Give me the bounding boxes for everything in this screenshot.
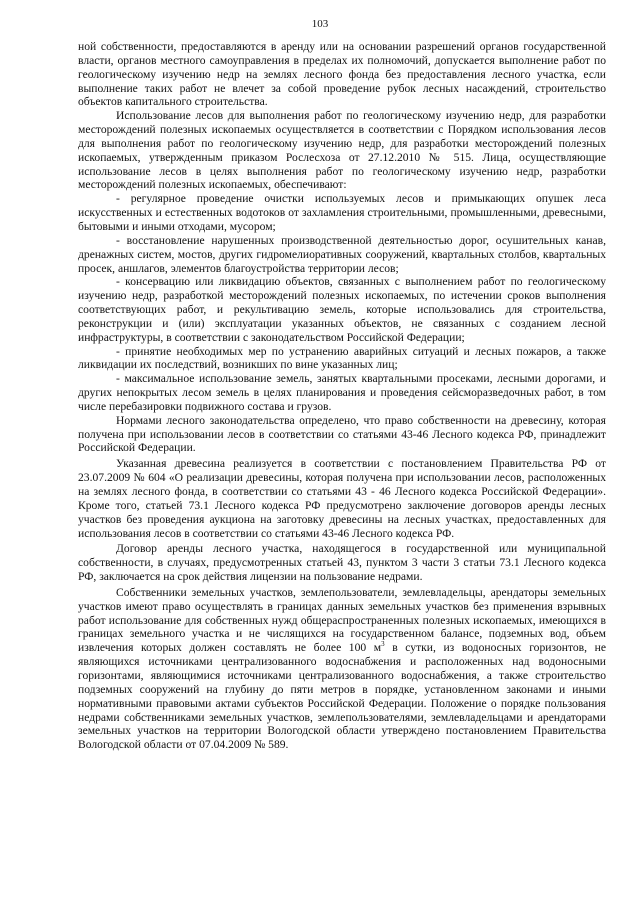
paragraph-1: ной собственности, предоставляются в аренду или на основании разрешений органов государственной власти, органов местного самоуправления в пределах их полномочий, допускается выполнение работ по геологическому изучению недр на землях лесного фонда без предоставления лесного участка, если выполнение таких работ не влечет за собой проведение рубок лесных насаждений, строительство объектов капитального строительства. bbox=[78, 40, 606, 109]
document-body bbox=[78, 40, 606, 752]
paragraph-2: Использование лесов для выполнения работ по геологическому изучению недр, для разработки месторождений полезных ископаемых осуществляется в соответствии с Порядком использования лесов для выполнения работ по геологическому изучению недр, для разработки месторождений полезных ископаемых, утвержденным приказом Рослесхоза от 27.12.2010 № 515. Лица, осуществляющие использование лесов в целях выполнения работ по геологическому изучению недр, разработки месторождений полезных ископаемых, обеспечивают: bbox=[78, 109, 606, 192]
page-number: 103 bbox=[311, 18, 329, 30]
paragraph-landowner-rights bbox=[78, 586, 606, 752]
paragraph-timber-sale: Указанная древесина реализуется в соответствии с постановлением Правительства РФ от 23.07.2009 № 604 «О реализации древесины, которая получена при использовании лесов, расположенных на землях лесного фонда, в соответствии со статьями 43 - 46 Лесного кодекса Российской Федерации». Кроме того, статьей 73.1 Лесного кодекса РФ предусмотрено заключение договоров аренды лесных участков без проведения аукциона на заготовку древесины на лесных участках, предоставленных для использования лесов в соответствии со статьями 43-46 Лесного кодекса РФ. bbox=[78, 457, 606, 540]
cubic-superscript: 3 bbox=[381, 640, 385, 649]
landowner-text-start: Собственники земельных участков, землепользователи, землевладельцы, арендаторы земельных участков имеют право осуществлять в границах данных земельных участков без применения взрывных работ использование для собственных нужд общераспространенных полезных ископаемых, имеющихся в границах земельного участка и не числящихся на государственном балансе, подземных вод, объем извлечения которых должен составлять не более 100 м bbox=[78, 585, 606, 655]
list-item-cleaning: - регулярное проведение очистки используемых лесов и примыкающих опушек леса искусственных и естественных водотоков от захламления строительными, промышленными, древесными, бытовыми и иными отходами, мусором; bbox=[78, 192, 606, 233]
list-item-emergency-measures: - принятие необходимых мер по устранению аварийных ситуаций и лесных пожаров, а также ликвидации их последствий, возникших по вине указанных лиц; bbox=[78, 344, 606, 372]
list-item-restoration: - восстановление нарушенных производственной деятельностью дорог, осушительных канав, дренажных систем, мостов, других гидромелиоративных сооружений, квартальных столбов, квартальных просек, аншлагов, элементов благоустройства территории лесов; bbox=[78, 233, 606, 275]
list-item-conservation: - консервацию или ликвидацию объектов, связанных с выполнением работ по геологическому изучению недр, разработкой месторождений полезных ископаемых, по истечении сроков выполнения соответствующих работ, и рекультивацию земель, которые использовались для строительства, реконструкции и (или) эксплуатации указанных объектов, не связанных с созданием лесной инфраструктуры, в соответствии с законодательством Российской Федерации; bbox=[78, 275, 606, 344]
paragraph-timber-ownership: Нормами лесного законодательства определено, что право собственности на древесину, которая получена при использовании лесов в соответствии со статьями 43-46 Лесного кодекса РФ, принадлежит Российской Федерации. bbox=[78, 413, 606, 455]
landowner-text-end: в сутки, из водоносных горизонтов, не являющихся источниками централизованного водоснабжения и расположенных над водоносными горизонтами, являющимися источниками централизованного водоснабжения, а также строительство подземных сооружений на глубину до пяти метров в порядке, установленном законами и иными нормативными правовыми актами субъектов Российской Федерации. Положение о порядке пользования недрами собственниками земельных участков, землепользователями, землевладельцами и арендаторами земельных участков на территории Вологодской области утверждено постановлением Правительства Вологодской области от 07.04.2009 № 589. bbox=[78, 641, 606, 752]
list-item-land-use: - максимальное использование земель, занятых квартальными просеками, лесными дорогами, и других непокрытых лесом земель в целях планирования и проведения сейсморазведочных работ, в том числе перебазировки подвижного состава и грузов. bbox=[78, 372, 606, 413]
paragraph-lease-term: Договор аренды лесного участка, находящегося в государственной или муниципальной собственности, в случаях, предусмотренных статьей 43, пунктом 3 части 3 статьи 73.1 Лесного кодекса РФ, заключается на срок действия лицензии на пользование недрами. bbox=[78, 542, 606, 584]
